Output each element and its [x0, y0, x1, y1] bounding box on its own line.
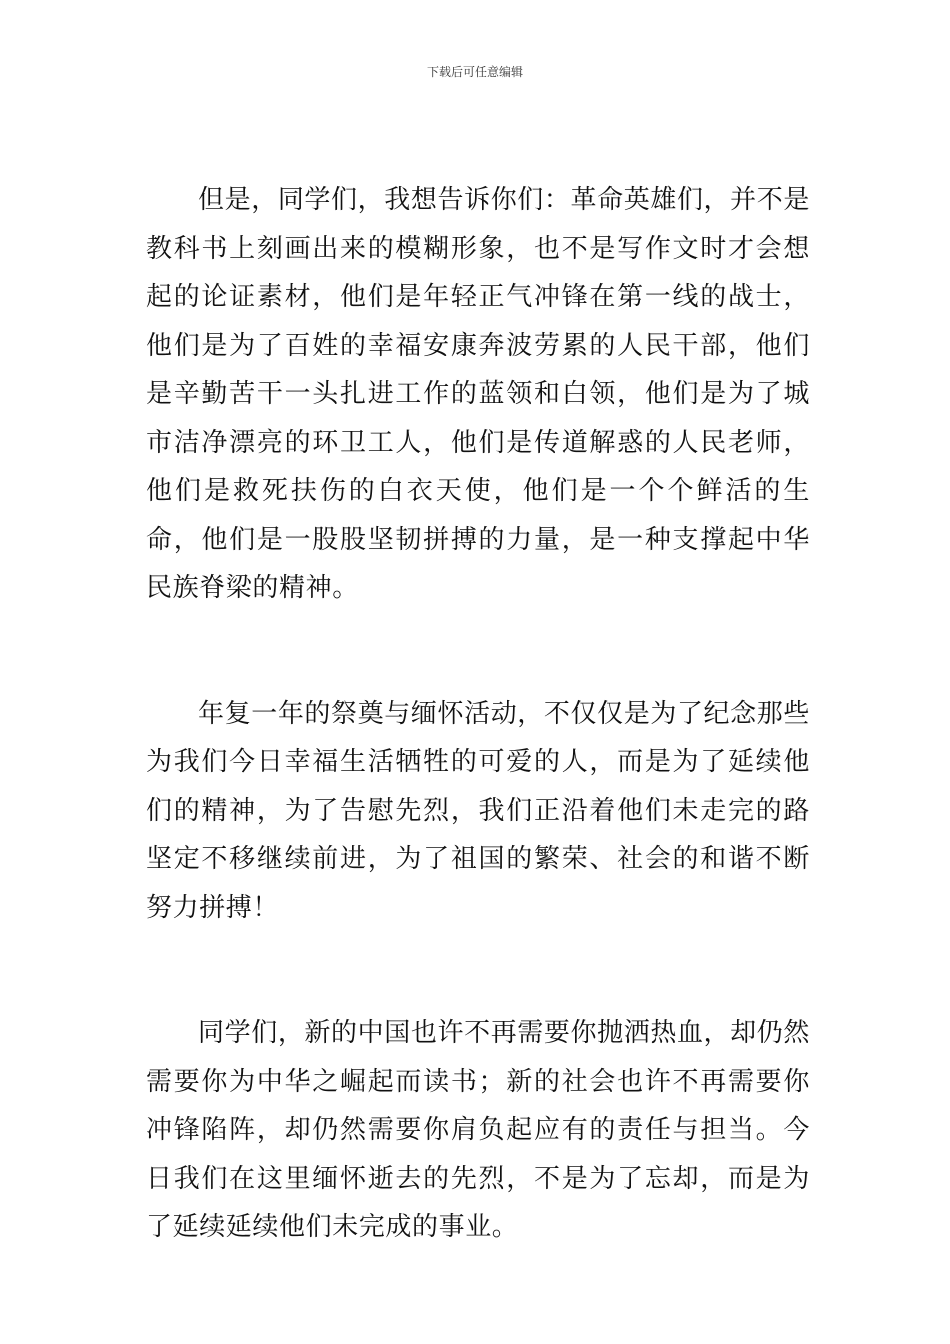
paragraph-1: 但是，同学们，我想告诉你们：革命英雄们，并不是教科书上刻画出来的模糊形象，也不是写作文时才会想起的论证素材，他们是年轻正气冲锋在第一线的战士，他们是为了百姓的幸福安康奔波劳累的人民干部，他们是辛勤苦干一头扎进工作的蓝领和白领，他们是为了城市洁净漂亮的环卫工人，他们是传道解惑的人民老师，他们是救死扶伤的白衣天使，他们是一个个鲜活的生命，他们是一股股坚韧拼搏的力量，是一种支撑起中华民族脊梁的精神。	[146, 185, 810, 603]
paragraph-2: 年复一年的祭奠与缅怀活动，不仅仅是为了纪念那些为我们今日幸福生活牺牲的可爱的人，而是为了延续他们的精神，为了告慰先烈，我们正沿着他们未走完的路坚定不移继续前进，为了祖国的繁荣、社会的和谐不断努力拼搏！	[146, 698, 810, 923]
paragraph-3: 同学们，新的中国也许不再需要你抛洒热血，却仍然需要你为中华之崛起而读书；新的社会也许不再需要你冲锋陷阵，却仍然需要你肩负起应有的责任与担当。今日我们在这里缅怀逝去的先烈，不是为了忘却，而是为了延续延续他们未完成的事业。	[146, 1018, 810, 1242]
page-header: 下载后可任意编辑	[426, 65, 523, 79]
document-body	[146, 176, 810, 1252]
